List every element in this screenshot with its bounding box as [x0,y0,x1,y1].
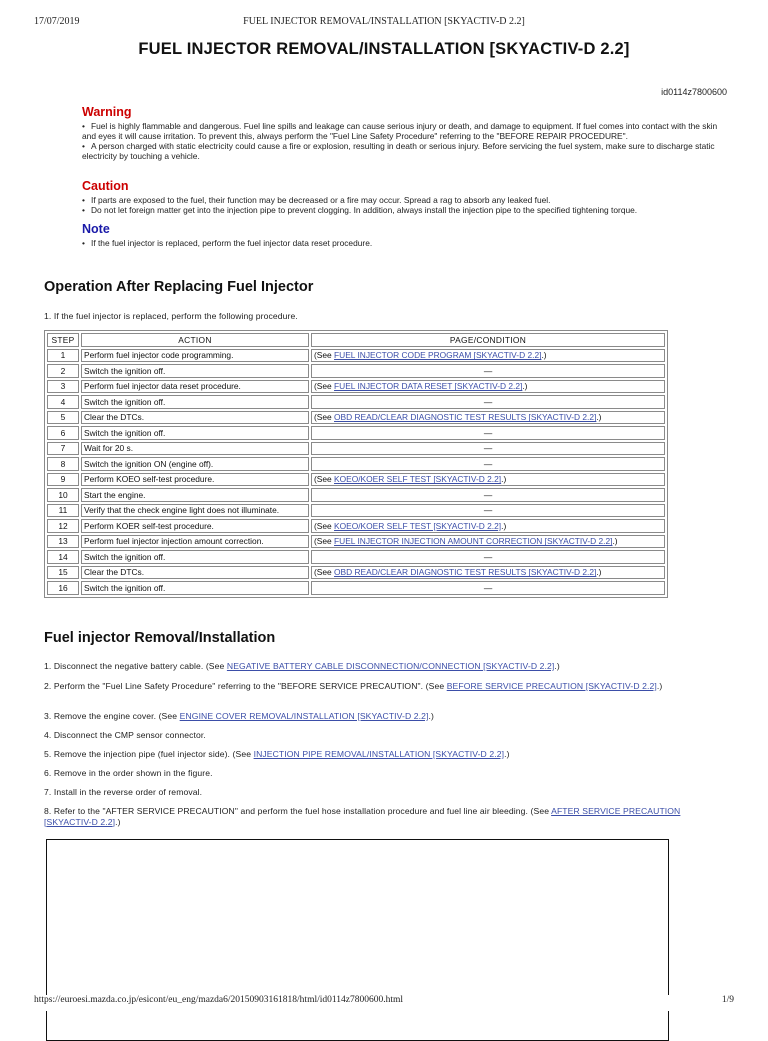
table-row [47,411,665,425]
table-row [47,566,665,580]
removal-step [44,661,714,672]
step-number: 6 [47,426,79,440]
page-title: FUEL INJECTOR REMOVAL/INSTALLATION [SKYACTIV-D 2.2] [138,40,630,58]
table-row [47,395,665,409]
step-number: 9 [47,473,79,487]
column-header-page-condition: PAGE/CONDITION [311,333,665,347]
page-url: https://euroesi.mazda.co.jp/esicont/eu_eng/mazda6/20150903161818/html/id0114z7800600.html [34,995,404,1005]
step-number: 12 [47,519,79,533]
note-block [82,222,732,248]
print-footer [0,995,768,1011]
removal-step [44,768,714,779]
see-suffix: .) [501,474,507,485]
step-page-condition: — [311,457,665,471]
step-page-condition [311,349,665,363]
step-action: Clear the DTCs. [81,566,309,580]
note-item: • If the fuel injector is replaced, perform the fuel injector data reset procedure. [82,238,732,248]
see-prefix: (See [314,474,335,485]
see-suffix: .) [596,412,602,423]
removal-step [44,730,714,741]
step-action: Switch the ignition off. [81,426,309,440]
step-page-condition: — [311,550,665,564]
step-number: 15 [47,566,79,580]
reference-link[interactable]: BEFORE SERVICE PRECAUTION [SKYACTIV-D 2.2] [446,681,657,691]
removal-step-text: 7. Install in the reverse order of removal. [44,787,203,797]
table-row [47,380,665,394]
step-number: 13 [47,535,79,549]
reference-link[interactable]: INJECTION PIPE REMOVAL/INSTALLATION [SKYACTIV-D 2.2] [253,749,505,759]
step-page-condition [311,566,665,580]
warning-item: • A person charged with static electricity could cause a fire or explosion, resulting in death or serious injury. Before servicing the fuel system, make sure to discharge static electricity by touching a vehicle. [82,141,732,161]
removal-step-suffix: .) [428,711,434,721]
step-page-condition [311,473,665,487]
step-action: Perform fuel injector code programming. [81,349,309,363]
removal-step-suffix: .) [656,681,663,691]
caution-item: • If parts are exposed to the fuel, their function may be decreased or a fire may occur. Spread a rag to absorb any leaked fuel. [82,195,732,205]
see-prefix: (See [314,536,335,547]
table-header-row [47,333,665,347]
step-page-condition: — [311,442,665,456]
see-prefix: (See [314,381,335,392]
removal-step-text: 8. Refer to the "AFTER SERVICE PRECAUTION" and perform the fuel hose installation procedure and fuel line air bleeding. (See [44,806,552,816]
removal-step-text: 1. Disconnect the negative battery cable. (See [44,661,227,671]
column-header-action: ACTION [81,333,309,347]
table-row [47,550,665,564]
table-row [47,457,665,471]
reference-link[interactable]: KOEO/KOER SELF TEST [SKYACTIV-D 2.2] [334,520,502,531]
step-page-condition: — [311,426,665,440]
caution-item: • Do not let foreign matter get into the injection pipe to prevent clogging. In addition, always install the injection pipe to the specified tightening torque. [82,205,732,215]
removal-step-text: 4. Disconnect the CMP sensor connector. [44,730,206,740]
table-row [47,519,665,533]
removal-step-suffix: .) [554,661,560,671]
step-action: Start the engine. [81,488,309,502]
warning-block [82,105,732,161]
step-number: 1 [47,349,79,363]
reference-link[interactable]: OBD READ/CLEAR DIAGNOSTIC TEST RESULTS [SKYACTIV-D 2.2] [334,412,597,423]
caution-heading: Caution [82,179,129,193]
step-page-condition: — [311,504,665,518]
step-page-condition: — [311,488,665,502]
removal-step-text: 3. Remove the engine cover. (See [44,711,180,721]
see-prefix: (See [314,412,335,423]
step-page-condition [311,519,665,533]
step-page-condition [311,411,665,425]
removal-step-text: 5. Remove the injection pipe (fuel injector side). (See [44,749,254,759]
see-prefix: (See [314,567,335,578]
step-number: 16 [47,581,79,595]
reference-link[interactable]: AFTER SERVICE PRECAUTION [SKYACTIV-D 2.2] [44,806,681,827]
see-prefix: (See [314,520,335,531]
table-row [47,426,665,440]
step-page-condition [311,380,665,394]
reference-link[interactable]: KOEO/KOER SELF TEST [SKYACTIV-D 2.2] [334,474,502,485]
step-action: Perform fuel injector injection amount correction. [81,535,309,549]
step-number: 3 [47,380,79,394]
reference-link[interactable]: FUEL INJECTOR INJECTION AMOUNT CORRECTION [SKYACTIV-D 2.2] [334,536,613,547]
removal-step-text: 6. Remove in the order shown in the figure. [44,768,213,778]
step-action: Perform KOEO self-test procedure. [81,473,309,487]
reference-link[interactable]: FUEL INJECTOR DATA RESET [SKYACTIV-D 2.2] [334,381,523,392]
step-page-condition [311,535,665,549]
print-header-title: FUEL INJECTOR REMOVAL/INSTALLATION [SKYACTIV-D 2.2] [243,16,525,27]
section-heading-removal: Fuel injector Removal/Installation [44,630,276,646]
step-number: 8 [47,457,79,471]
step-number: 5 [47,411,79,425]
warning-heading: Warning [82,105,132,119]
removal-step-text: 2. Perform the "Fuel Line Safety Procedure" referring to the "BEFORE SERVICE PRECAUTION". (See [44,681,447,691]
removal-step-suffix: .) [504,749,510,759]
caution-block [82,179,732,215]
print-date: 17/07/2019 [34,16,80,27]
step-action: Perform KOER self-test procedure. [81,519,309,533]
document-id: id0114z7800600 [661,87,727,97]
removal-step [44,749,714,760]
table-row [47,504,665,518]
see-suffix: .) [501,520,507,531]
step-action: Clear the DTCs. [81,411,309,425]
table-row [47,349,665,363]
step-page-condition: — [311,395,665,409]
reference-link[interactable]: OBD READ/CLEAR DIAGNOSTIC TEST RESULTS [SKYACTIV-D 2.2] [334,567,597,578]
step-action: Perform fuel injector data reset procedure. [81,380,309,394]
table-row [47,488,665,502]
step-number: 2 [47,364,79,378]
step-action: Switch the ignition off. [81,550,309,564]
see-prefix: (See [314,350,335,361]
step-number: 7 [47,442,79,456]
reference-link[interactable]: ENGINE COVER REMOVAL/INSTALLATION [SKYACTIV-D 2.2] [179,711,429,721]
see-suffix: .) [541,350,547,361]
removal-step [44,806,714,827]
table-row [47,581,665,595]
step-action: Wait for 20 s. [81,442,309,456]
step-action: Switch the ignition off. [81,364,309,378]
reference-link[interactable]: NEGATIVE BATTERY CABLE DISCONNECTION/CONNECTION [SKYACTIV-D 2.2] [226,661,555,671]
see-suffix: .) [596,567,602,578]
table-row [47,473,665,487]
table-row [47,442,665,456]
page-number: 1/9 [721,995,734,1005]
section-heading-operation: Operation After Replacing Fuel Injector [44,279,314,295]
removal-step [44,711,714,722]
removal-step-suffix: .) [115,816,121,827]
see-suffix: .) [522,381,528,392]
removal-step [44,787,714,798]
warning-item: • Fuel is highly flammable and dangerous. Fuel line spills and leakage can cause serious injury or death, and damage to equipment. If fuel comes into contact with the skin and eyes it will cause irritation. To prevent this, always perform the "Fuel Line Safety Procedure" referring to the "BEFORE REPAIR PROCEDURE". [82,121,732,141]
step-number: 4 [47,395,79,409]
see-suffix: .) [612,536,618,547]
step-action: Switch the ignition off. [81,581,309,595]
step-page-condition: — [311,581,665,595]
section-intro: 1. If the fuel injector is replaced, perform the following procedure. [44,311,298,321]
procedure-table [44,330,668,598]
step-action: Switch the ignition off. [81,395,309,409]
step-action: Verify that the check engine light does not illuminate. [81,504,309,518]
table-row [47,364,665,378]
column-header-step: STEP [47,333,79,347]
step-page-condition: — [311,364,665,378]
step-number: 11 [47,504,79,518]
table-row [47,535,665,549]
step-number: 14 [47,550,79,564]
print-header [0,0,768,27]
reference-link[interactable]: FUEL INJECTOR CODE PROGRAM [SKYACTIV-D 2.2] [334,350,542,361]
step-action: Switch the ignition ON (engine off). [81,457,309,471]
removal-step [44,681,714,692]
step-number: 10 [47,488,79,502]
note-heading: Note [82,222,110,236]
